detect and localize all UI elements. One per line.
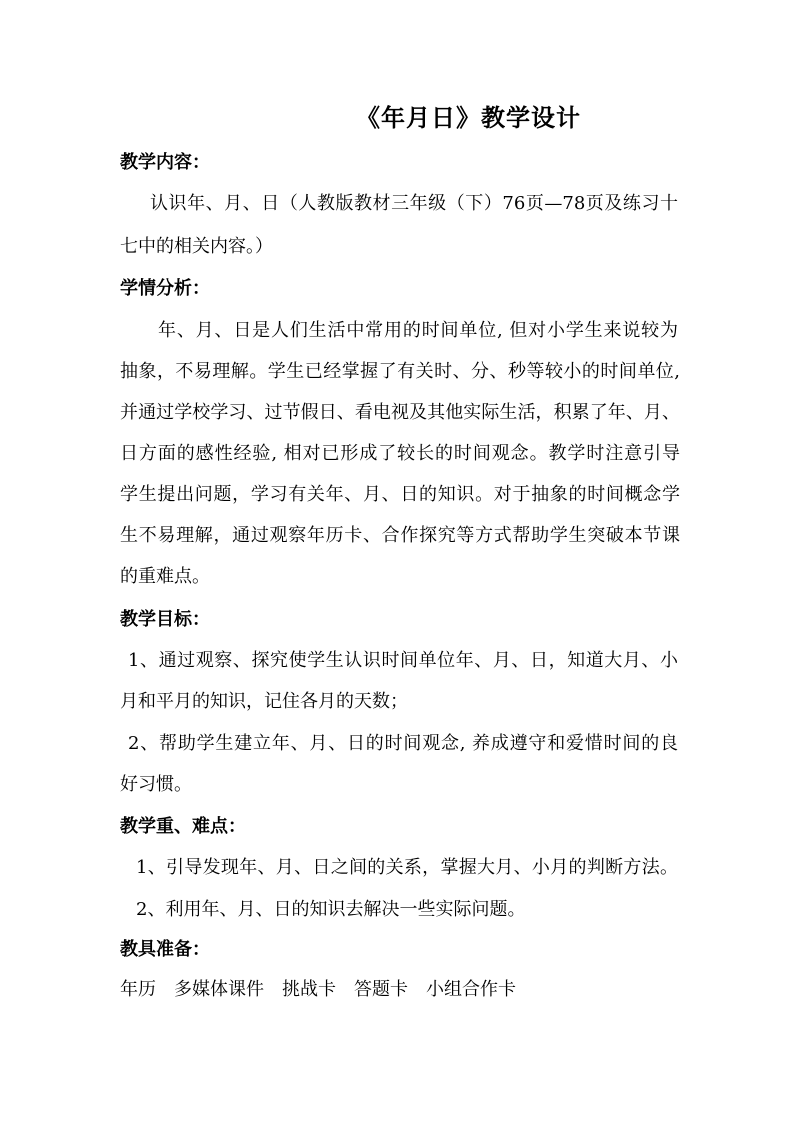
goals-line-4: 好习惯。: [120, 774, 192, 795]
section-heading-goals: 教学目标：: [120, 609, 210, 630]
analysis-line-1: 年、月、日是人们生活中常用的时间单位, 但对小学生来说较为: [158, 320, 678, 341]
analysis-line-4: 日方面的感性经验, 相对已形成了较长的时间观念。教学时注意引导: [120, 443, 680, 464]
goals-line-3: 2、帮助学生建立年、月、日的时间观念, 养成遵守和爱惜时间的良: [128, 733, 678, 754]
section-heading-content: 教学内容：: [120, 152, 210, 173]
equipment-item: 多媒体课件: [174, 979, 264, 1000]
analysis-line-3: 并通过学校学习、过节假日、看电视及其他实际生活，积累了年、月、: [120, 402, 680, 423]
equipment-item: 挑战卡: [282, 979, 336, 1000]
document-title: 《年月日》教学设计: [356, 103, 581, 132]
equipment-item: 小组合作卡: [426, 979, 516, 1000]
section-heading-keypoints: 教学重、难点：: [120, 816, 246, 837]
equipment-item: 年历: [120, 979, 156, 1000]
equipment-list: [120, 975, 534, 1001]
analysis-line-7: 的重难点。: [120, 566, 210, 587]
section-heading-analysis: 学情分析：: [120, 278, 210, 299]
analysis-line-6: 生不易理解，通过观察年历卡、合作探究等方式帮助学生突破本节课: [120, 525, 680, 546]
keypoints-line-1: 1、引导发现年、月、日之间的关系，掌握大月、小月的判断方法。: [136, 857, 678, 878]
goals-line-1: 1、通过观察、探究使学生认识时间单位年、月、日，知道大月、小: [128, 650, 678, 671]
content-line-1: 认识年、月、日（人教版教材三年级（下）76页—78页及练习十: [150, 193, 678, 214]
keypoints-line-2: 2、利用年、月、日的知识去解决一些实际问题。: [136, 899, 526, 920]
goals-line-2: 月和平月的知识，记住各月的天数；: [120, 691, 408, 712]
content-line-2: 七中的相关内容。）: [120, 236, 273, 257]
analysis-line-2: 抽象，不易理解。学生已经掌握了有关时、分、秒等较小的时间单位,: [120, 361, 680, 382]
section-heading-equipment: 教具准备：: [120, 939, 210, 960]
analysis-line-5: 学生提出问题，学习有关年、月、日的知识。对于抽象的时间概念学: [120, 484, 680, 505]
equipment-item: 答题卡: [354, 979, 408, 1000]
